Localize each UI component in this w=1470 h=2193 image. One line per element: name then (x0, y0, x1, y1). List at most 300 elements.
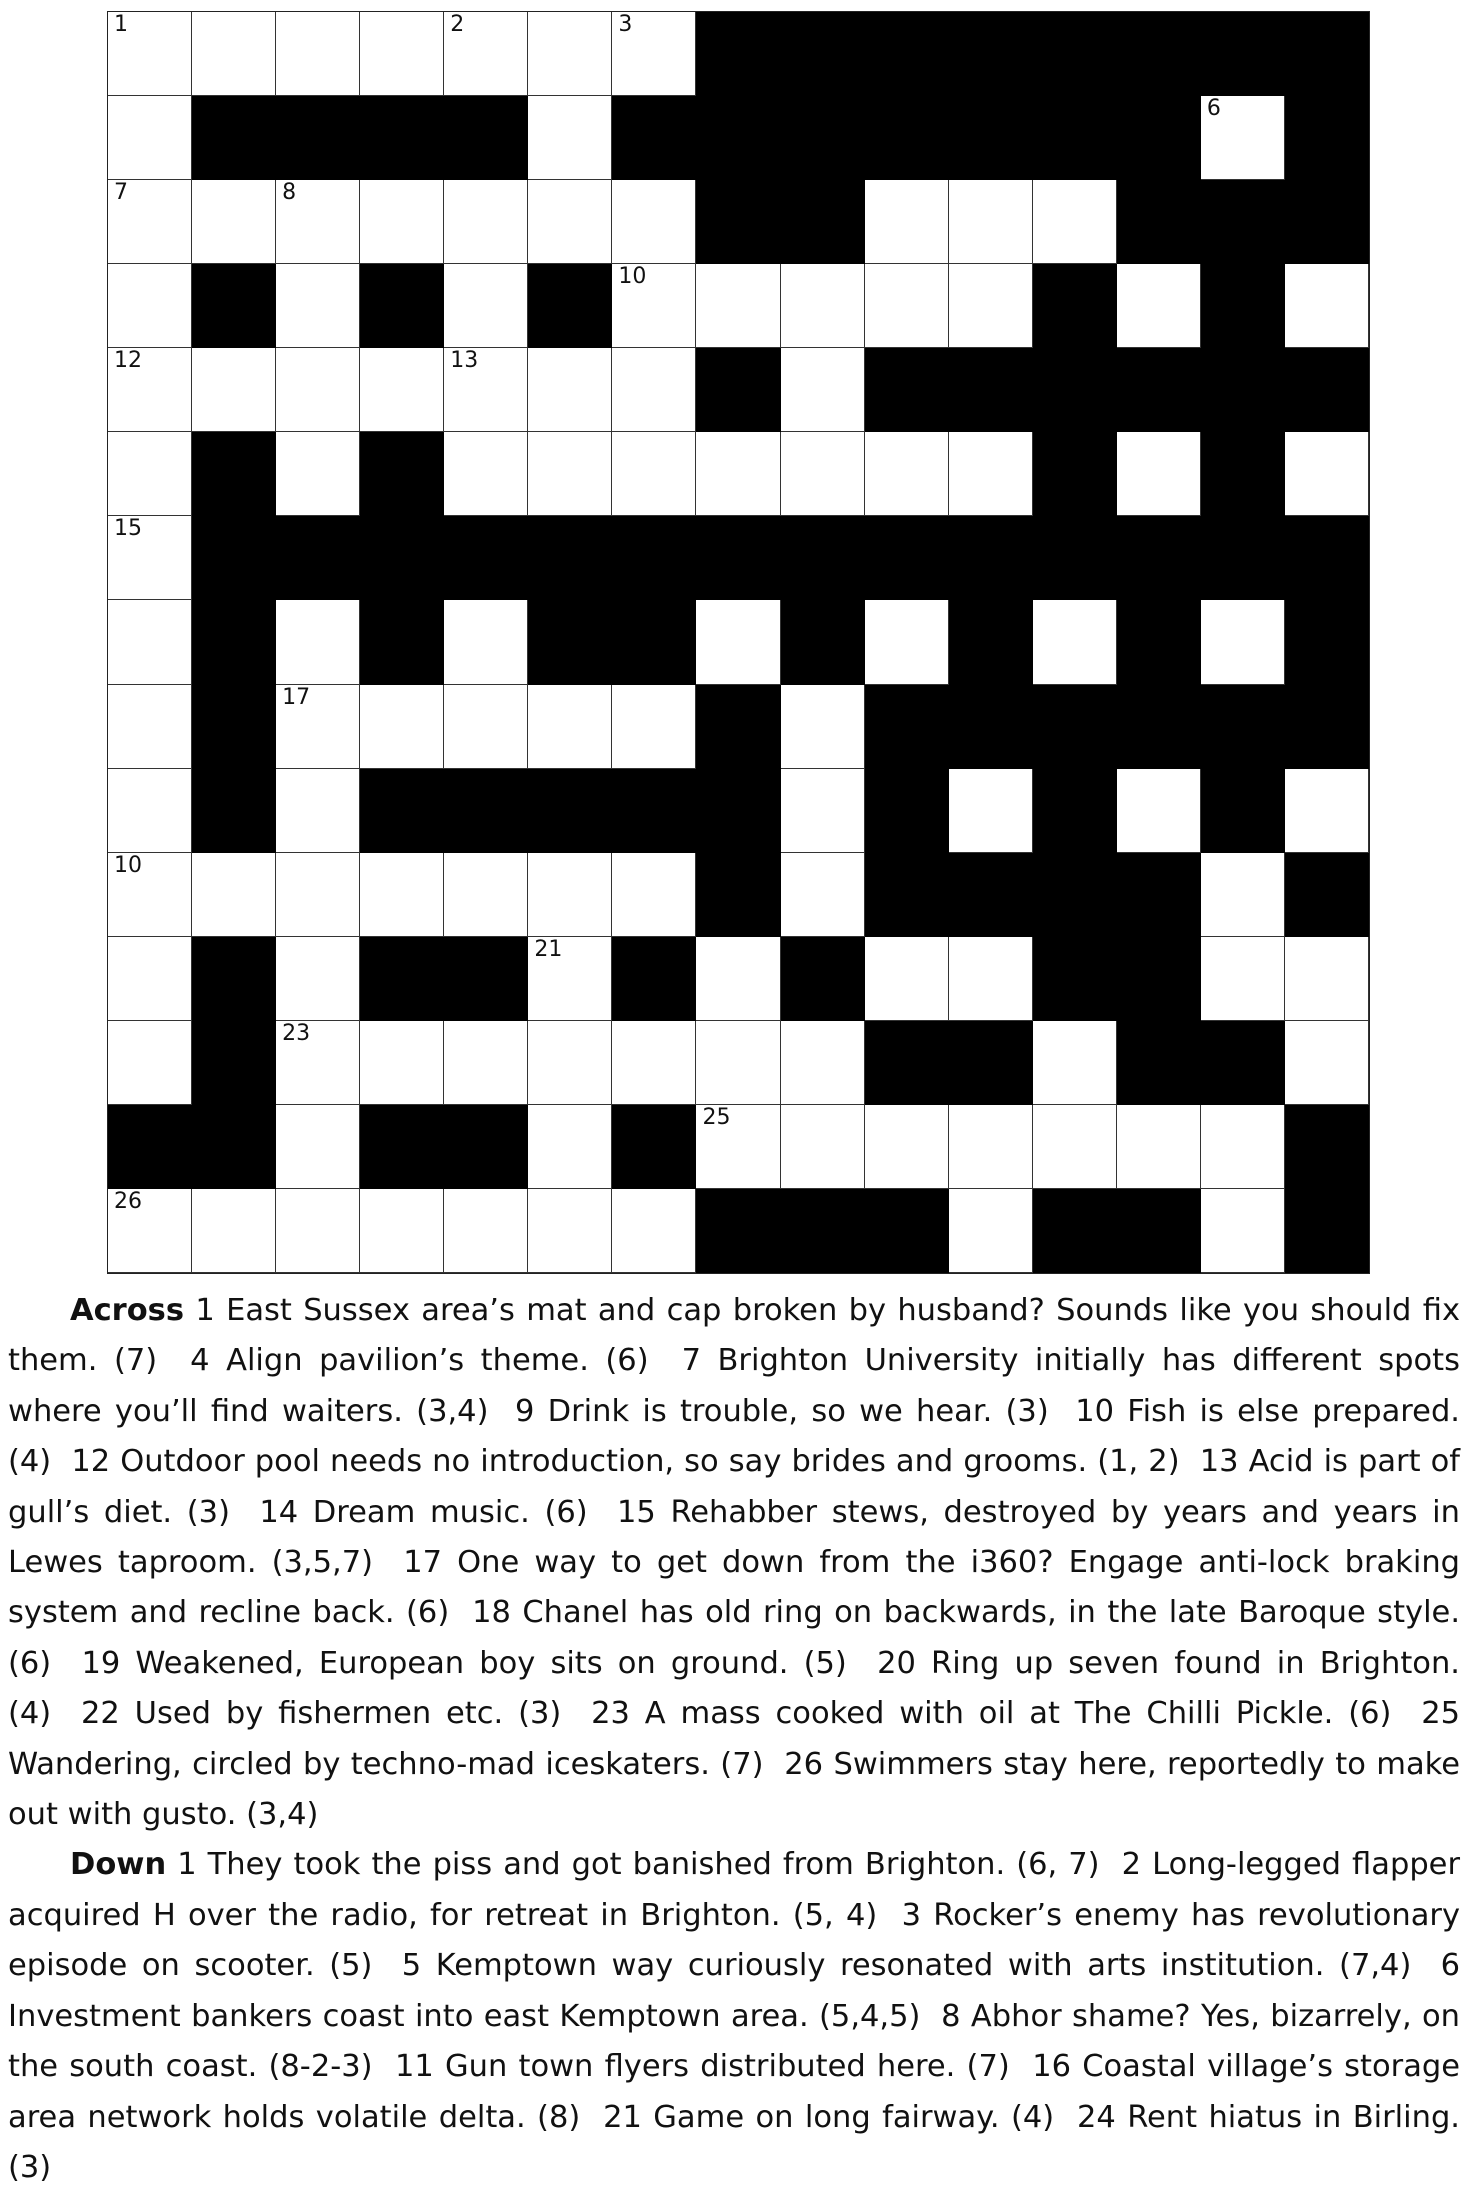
clue-number: 2 (450, 12, 465, 37)
clue-num: 1 (195, 1293, 215, 1328)
clue-text: They took the piss and got banished from Brighton. (6, 7) (207, 1847, 1100, 1883)
black-square (444, 769, 528, 853)
grid-cell[interactable] (108, 769, 192, 853)
grid-cell[interactable] (108, 853, 192, 937)
black-square (1117, 853, 1201, 937)
grid-cell[interactable] (360, 1189, 444, 1273)
clue-number: 15 (114, 516, 142, 542)
black-square (192, 685, 276, 769)
black-square (1201, 180, 1285, 264)
clue-num: 3 (901, 1897, 922, 1933)
grid-cell[interactable] (528, 937, 612, 1021)
grid-cell[interactable] (1033, 1021, 1117, 1105)
clue-number: 10 (618, 264, 647, 290)
grid-cell[interactable] (528, 180, 612, 264)
grid-cell[interactable] (865, 1105, 949, 1189)
grid-cell[interactable] (276, 1021, 360, 1105)
clue-num: 13 (1199, 1444, 1239, 1480)
clue-text: Outdoor pool needs no introduction, so say brides and grooms. (1, 2) (120, 1444, 1180, 1480)
grid-cell[interactable] (108, 12, 192, 96)
down-clue-1 (177, 1847, 1099, 1882)
clue-number: 7 (114, 180, 128, 206)
black-square (696, 853, 780, 937)
grid-cell[interactable] (1201, 1189, 1285, 1273)
black-square (949, 600, 1033, 684)
grid-cell[interactable] (1285, 769, 1369, 853)
black-square (1117, 937, 1201, 1021)
black-square (108, 1105, 192, 1189)
grid-cell[interactable] (528, 1105, 612, 1189)
grid-cell[interactable] (612, 853, 696, 937)
down-heading: Down (70, 1847, 167, 1883)
grid-cell[interactable] (360, 853, 444, 937)
grid-cell[interactable] (192, 348, 276, 432)
black-square (360, 769, 444, 853)
clue-text: Ring up seven found in Brighton. (4) (8, 1645, 1460, 1732)
black-square (1201, 12, 1285, 96)
black-square (360, 264, 444, 348)
black-square (1033, 348, 1117, 432)
black-square (1285, 180, 1369, 264)
black-square (360, 96, 444, 180)
black-square (1201, 685, 1285, 769)
black-square (612, 516, 696, 600)
grid-cell[interactable] (696, 1021, 780, 1105)
black-square (696, 96, 780, 180)
clue-number: 23 (282, 1020, 311, 1046)
clue-text: Brighton University initially has different spots where you’ll find waiters. (3,4) (8, 1343, 1461, 1429)
grid-cell[interactable] (1117, 432, 1201, 516)
black-square (528, 769, 612, 853)
black-square (276, 96, 360, 180)
grid-cell[interactable] (781, 685, 865, 769)
grid-cell[interactable] (444, 685, 528, 769)
grid-cell[interactable] (108, 1021, 192, 1105)
clue-num: 21 (603, 2099, 642, 2135)
clue-text: Swimmers stay here, reportedly to make out with gusto. (3,4) (8, 1746, 1460, 1833)
black-square (696, 348, 780, 432)
clue-num: 8 (941, 1998, 961, 2034)
black-square (192, 769, 276, 853)
black-square (865, 12, 949, 96)
black-square (1117, 348, 1201, 432)
clue-text: Wandering, circled by techno-mad iceskaters. (7) (8, 1746, 764, 1782)
clue-text: Align pavilion’s theme. (6) (226, 1343, 649, 1379)
grid-cell[interactable] (528, 1021, 612, 1105)
grid-cell[interactable] (612, 1189, 696, 1273)
clue-text: Investment bankers coast into east Kemptown area. (5,4,5) (8, 1998, 921, 2034)
grid-cell[interactable] (781, 769, 865, 853)
grid-cell[interactable] (781, 348, 865, 432)
clue-num: 6 (1440, 1948, 1460, 1984)
grid-cell[interactable] (360, 685, 444, 769)
grid-cell[interactable] (528, 348, 612, 432)
black-square (192, 600, 276, 684)
black-square (444, 1105, 528, 1189)
black-square (444, 937, 528, 1021)
black-square (949, 1021, 1033, 1105)
clue-text: Dream music. (6) (312, 1494, 588, 1530)
grid-cell[interactable] (696, 1105, 780, 1189)
grid-cell[interactable] (108, 264, 192, 348)
clue-num: 20 (877, 1645, 916, 1681)
black-square (360, 516, 444, 600)
black-square (1285, 516, 1369, 600)
grid-cell[interactable] (612, 432, 696, 516)
grid-cell[interactable] (528, 432, 612, 516)
black-square (865, 769, 949, 853)
clue-text: Long-legged flapper acquired H over the radio, for retreat in Brighton. (5, 4) (8, 1847, 1460, 1933)
grid-cell[interactable] (1285, 1021, 1369, 1105)
grid-cell[interactable] (949, 1189, 1033, 1273)
grid-cell[interactable] (1285, 937, 1369, 1021)
black-square (1033, 769, 1117, 853)
black-square (1117, 12, 1201, 96)
clue-num: 16 (1032, 2049, 1071, 2085)
across-clues (8, 1286, 1460, 1840)
clue-num: 5 (401, 1948, 422, 1984)
clue-num: 15 (617, 1494, 656, 1530)
black-square (781, 516, 865, 600)
grid-cell[interactable] (1033, 1105, 1117, 1189)
grid-cell[interactable] (276, 348, 360, 432)
black-square (1033, 937, 1117, 1021)
grid-cell[interactable] (444, 853, 528, 937)
grid-cell[interactable] (612, 180, 696, 264)
clue-text: A mass cooked with oil at The Chilli Pickle. (6) (644, 1696, 1392, 1732)
clue-num: 14 (259, 1494, 299, 1530)
clue-number: 17 (282, 684, 311, 710)
clue-num: 7 (681, 1343, 701, 1379)
grid-cell[interactable] (1201, 96, 1285, 180)
clue-num: 17 (403, 1545, 443, 1581)
clue-text: Game on long fairway. (4) (653, 2099, 1055, 2135)
black-square (612, 769, 696, 853)
grid-cell[interactable] (781, 1105, 865, 1189)
black-square (696, 685, 780, 769)
black-square (528, 600, 612, 684)
black-square (1033, 516, 1117, 600)
black-square (1033, 12, 1117, 96)
grid-cell[interactable] (444, 264, 528, 348)
down-clues (8, 1840, 1460, 2193)
black-square (781, 600, 865, 684)
crossword-grid (107, 11, 1370, 1274)
black-square (865, 853, 949, 937)
black-square (865, 1189, 949, 1273)
clue-number: 3 (618, 12, 633, 37)
grid-cell[interactable] (444, 348, 528, 432)
clue-text: Fish is else prepared. (4) (8, 1393, 1460, 1480)
grid-cell[interactable] (1117, 1105, 1201, 1189)
black-square (1285, 685, 1369, 769)
grid-cell[interactable] (696, 432, 780, 516)
clue-number: 26 (114, 1188, 142, 1214)
grid-cell[interactable] (276, 600, 360, 684)
grid-cell[interactable] (276, 769, 360, 853)
grid-cell[interactable] (949, 180, 1033, 264)
black-square (865, 348, 949, 432)
clue-text: Gun town flyers distributed here. (7) (444, 2049, 1010, 2085)
black-square (1117, 1189, 1201, 1273)
grid-cell[interactable] (192, 853, 276, 937)
grid-cell[interactable] (276, 685, 360, 769)
grid-cell[interactable] (528, 853, 612, 937)
grid-cell[interactable] (1033, 600, 1117, 684)
grid-cell[interactable] (276, 1189, 360, 1273)
black-square (781, 180, 865, 264)
black-square (1285, 853, 1369, 937)
across-clue-23 (591, 1696, 1391, 1731)
grid-cell[interactable] (1201, 853, 1285, 937)
across-clue-4 (190, 1343, 648, 1378)
clue-num: 22 (80, 1696, 120, 1732)
clue-num: 18 (472, 1595, 511, 1631)
grid-cell[interactable] (781, 432, 865, 516)
black-square (1117, 180, 1201, 264)
clue-number: 10 (114, 852, 142, 878)
grid-cell[interactable] (528, 96, 612, 180)
grid-cell[interactable] (108, 685, 192, 769)
black-square (949, 516, 1033, 600)
clue-num: 1 (177, 1847, 197, 1883)
grid-cell[interactable] (865, 180, 949, 264)
black-square (865, 685, 949, 769)
grid-cell[interactable] (696, 600, 780, 684)
grid-cell[interactable] (1285, 264, 1369, 348)
grid-cell[interactable] (865, 264, 949, 348)
black-square (1285, 96, 1369, 180)
grid-cell[interactable] (444, 432, 528, 516)
black-square (192, 96, 276, 180)
grid-cell[interactable] (192, 12, 276, 96)
black-square (192, 432, 276, 516)
grid-cell[interactable] (360, 348, 444, 432)
black-square (1201, 516, 1285, 600)
clue-num: 10 (1075, 1393, 1115, 1429)
grid-cell[interactable] (1201, 600, 1285, 684)
across-clue-9 (515, 1394, 1049, 1429)
black-square (1033, 432, 1117, 516)
black-square (1285, 600, 1369, 684)
black-square (612, 1105, 696, 1189)
grid-cell[interactable] (360, 12, 444, 96)
black-square (865, 96, 949, 180)
grid-cell[interactable] (360, 180, 444, 264)
black-square (696, 12, 780, 96)
black-square (360, 600, 444, 684)
clue-text: Chanel has old ring on backwards, in the late Baroque style. (6) (8, 1595, 1461, 1681)
grid-cell[interactable] (696, 937, 780, 1021)
grid-cell[interactable] (276, 432, 360, 516)
grid-cell[interactable] (192, 1189, 276, 1273)
black-square (192, 937, 276, 1021)
black-square (192, 516, 276, 600)
black-square (360, 432, 444, 516)
grid-cell[interactable] (1117, 769, 1201, 853)
black-square (1285, 1105, 1369, 1189)
grid-cell[interactable] (108, 937, 192, 1021)
black-square (192, 264, 276, 348)
grid-cell[interactable] (444, 180, 528, 264)
clue-num: 12 (71, 1444, 111, 1480)
grid-cell[interactable] (781, 1021, 865, 1105)
clue-number: 8 (282, 180, 297, 206)
black-square (781, 96, 865, 180)
clue-text: Drink is trouble, so we hear. (3) (547, 1393, 1049, 1429)
grid-cell[interactable] (612, 1021, 696, 1105)
grid-cell[interactable] (276, 264, 360, 348)
black-square (696, 180, 780, 264)
grid-cell[interactable] (1117, 264, 1201, 348)
grid-cell[interactable] (612, 348, 696, 432)
black-square (1033, 264, 1117, 348)
grid-cell[interactable] (192, 180, 276, 264)
black-square (612, 937, 696, 1021)
black-square (360, 937, 444, 1021)
black-square (1117, 96, 1201, 180)
black-square (1033, 685, 1117, 769)
black-square (949, 853, 1033, 937)
black-square (528, 264, 612, 348)
grid-cell[interactable] (1033, 180, 1117, 264)
grid-cell[interactable] (1201, 937, 1285, 1021)
black-square (528, 516, 612, 600)
clue-text: One way to get down from the i360? Engage anti-lock braking system and recline back. (6) (8, 1545, 1461, 1631)
clue-number: 12 (114, 348, 142, 374)
grid-cell[interactable] (949, 432, 1033, 516)
across-clue-22 (81, 1696, 561, 1731)
black-square (1201, 348, 1285, 432)
grid-cell[interactable] (1285, 432, 1369, 516)
grid-cell[interactable] (108, 600, 192, 684)
grid-cell[interactable] (276, 1105, 360, 1189)
grid-cell[interactable] (108, 96, 192, 180)
black-square (1285, 12, 1369, 96)
black-square (444, 96, 528, 180)
grid-cell[interactable] (612, 12, 696, 96)
black-square (949, 96, 1033, 180)
grid-cell[interactable] (360, 1021, 444, 1105)
down-clue-11 (395, 2049, 1010, 2084)
black-square (1201, 769, 1285, 853)
grid-cell[interactable] (444, 1021, 528, 1105)
black-square (1201, 264, 1285, 348)
grid-cell[interactable] (865, 432, 949, 516)
black-square (1033, 96, 1117, 180)
grid-cell[interactable] (108, 1189, 192, 1273)
grid-cell[interactable] (696, 264, 780, 348)
black-square (1201, 432, 1285, 516)
black-square (1117, 600, 1201, 684)
grid-cell[interactable] (276, 12, 360, 96)
clue-text: East Sussex area’s mat and cap broken by husband? Sounds like you should fix them. (7) (8, 1293, 1460, 1379)
black-square (276, 516, 360, 600)
clue-number: 6 (1206, 96, 1221, 122)
grid-cell[interactable] (949, 1105, 1033, 1189)
black-square (696, 516, 780, 600)
grid-cell[interactable] (276, 180, 360, 264)
black-square (360, 1105, 444, 1189)
clue-list (8, 1286, 1460, 2193)
across-clue-19 (81, 1646, 846, 1681)
grid-cell[interactable] (865, 600, 949, 684)
black-square (949, 12, 1033, 96)
black-square (1117, 685, 1201, 769)
black-square (1117, 516, 1201, 600)
grid-cell[interactable] (276, 937, 360, 1021)
black-square (781, 937, 865, 1021)
across-clue-14 (259, 1495, 587, 1530)
down-clue-21 (603, 2100, 1054, 2135)
grid-cell[interactable] (528, 12, 612, 96)
clue-text: Coastal village’s storage area network holds volatile delta. (8) (8, 2049, 1461, 2135)
grid-cell[interactable] (108, 348, 192, 432)
grid-cell[interactable] (108, 432, 192, 516)
grid-cell[interactable] (276, 853, 360, 937)
black-square (865, 1021, 949, 1105)
clue-number: 1 (114, 12, 128, 37)
clue-num: 4 (190, 1343, 210, 1379)
clue-text: Kemptown way curiously resonated with arts institution. (7,4) (435, 1948, 1412, 1984)
black-square (1201, 1021, 1285, 1105)
grid-cell[interactable] (781, 264, 865, 348)
grid-cell[interactable] (528, 685, 612, 769)
clue-num: 24 (1076, 2099, 1116, 2135)
black-square (781, 12, 865, 96)
clue-number: 25 (702, 1104, 731, 1130)
grid-cell[interactable] (612, 685, 696, 769)
black-square (1033, 1189, 1117, 1273)
clue-text: Acid is part of gull’s diet. (3) (8, 1444, 1461, 1530)
black-square (696, 769, 780, 853)
clue-text: Rent hiatus in Birling. (3) (8, 2099, 1461, 2185)
grid-cell[interactable] (612, 264, 696, 348)
black-square (1033, 853, 1117, 937)
grid-cell[interactable] (108, 516, 192, 600)
black-square (949, 685, 1033, 769)
grid-cell[interactable] (444, 1189, 528, 1273)
grid-cell[interactable] (949, 264, 1033, 348)
clue-num: 9 (514, 1393, 535, 1429)
grid-cell[interactable] (949, 937, 1033, 1021)
clue-num: 23 (591, 1696, 630, 1732)
clue-text: Weakened, European boy sits on ground. (5) (135, 1645, 847, 1681)
black-square (865, 516, 949, 600)
black-square (192, 1105, 276, 1189)
clue-text: Rocker’s enemy has revolutionary episode on scooter. (5) (8, 1897, 1460, 1984)
clue-text: Rehabber stews, destroyed by years and years in Lewes taproom. (3,5,7) (8, 1494, 1460, 1581)
grid-cell[interactable] (444, 600, 528, 684)
grid-cell[interactable] (444, 12, 528, 96)
clue-num: 25 (1421, 1696, 1460, 1732)
clue-number: 21 (534, 936, 563, 962)
black-square (1285, 1189, 1369, 1273)
black-square (949, 348, 1033, 432)
grid-cell[interactable] (781, 853, 865, 937)
grid-cell[interactable] (528, 1189, 612, 1273)
grid-cell[interactable] (949, 769, 1033, 853)
clue-num: 2 (1121, 1847, 1142, 1883)
across-heading: Across (70, 1293, 184, 1328)
black-square (192, 1021, 276, 1105)
black-square (781, 1189, 865, 1273)
grid-cell[interactable] (865, 937, 949, 1021)
clue-text: Used by fishermen etc. (3) (134, 1696, 562, 1732)
black-square (612, 600, 696, 684)
grid-cell[interactable] (1201, 1105, 1285, 1189)
grid-cell[interactable] (108, 180, 192, 264)
